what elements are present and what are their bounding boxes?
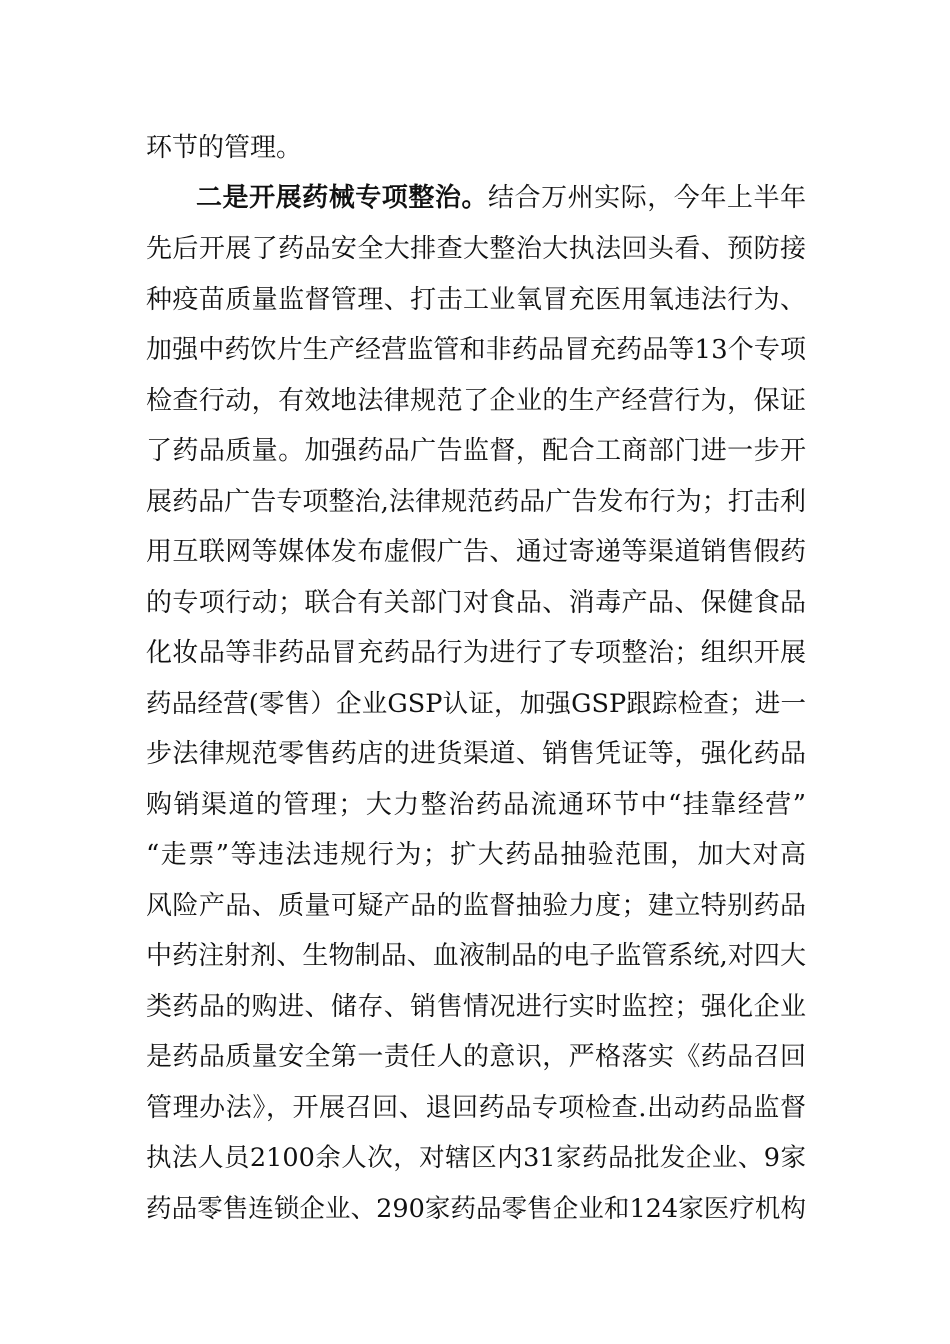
text-line: 是药品质量安全第一责任人的意识，严格落实《药品召回 [146, 1042, 806, 1072]
text-line [196, 183, 806, 213]
text-line: 药品经营(零售）企业GSP认证，加强GSP跟踪检查；进一 [146, 689, 806, 719]
text-line: 药品零售连锁企业、290家药品零售企业和124家医疗机构 [146, 1194, 806, 1224]
text-line: 展药品广告专项整治,法律规范药品广告发布行为；打击利 [146, 487, 806, 517]
text-line: 检查行动，有效地法律规范了企业的生产经营行为，保证 [146, 386, 806, 416]
text-line: 加强中药饮片生产经营监管和非药品冒充药品等13个专项 [146, 335, 806, 365]
text-line: 购销渠道的管理；大力整治药品流通环节中“挂靠经营” [146, 790, 806, 820]
text-line: 的专项行动；联合有关部门对食品、消毒产品、保健食品 [146, 588, 806, 618]
text-line: 管理办法》，开展召回、退回药品专项检查.出动药品监督 [146, 1093, 806, 1123]
text-line: 先后开展了药品安全大排查大整治大执法回头看、预防接 [146, 234, 806, 264]
text-line: “走票”等违法违规行为；扩大药品抽验范围，加大对高 [146, 840, 806, 870]
text-line: 化妆品等非药品冒充药品行为进行了专项整治；组织开展 [146, 638, 806, 668]
text-line: 环节的管理。 [146, 133, 303, 163]
text-span: 结合万州实际，今年上半年 [488, 183, 806, 213]
section-heading: 二是开展药械专项整治。 [196, 183, 488, 213]
text-line: 用互联网等媒体发布虚假广告、通过寄递等渠道销售假药 [146, 537, 806, 567]
text-line: 类药品的购进、储存、销售情况进行实时监控；强化企业 [146, 992, 806, 1022]
text-line: 种疫苗质量监督管理、打击工业氧冒充医用氧违法行为、 [146, 285, 806, 315]
text-line: 步法律规范零售药店的进货渠道、销售凭证等，强化药品 [146, 739, 806, 769]
text-line: 了药品质量。加强药品广告监督，配合工商部门进一步开 [146, 436, 806, 466]
text-line: 中药注射剂、生物制品、血液制品的电子监管系统,对四大 [146, 941, 806, 971]
text-line: 执法人员2100余人次，对辖区内31家药品批发企业、9家 [146, 1143, 806, 1173]
text-line: 风险产品、质量可疑产品的监督抽验力度；建立特别药品 [146, 891, 806, 921]
